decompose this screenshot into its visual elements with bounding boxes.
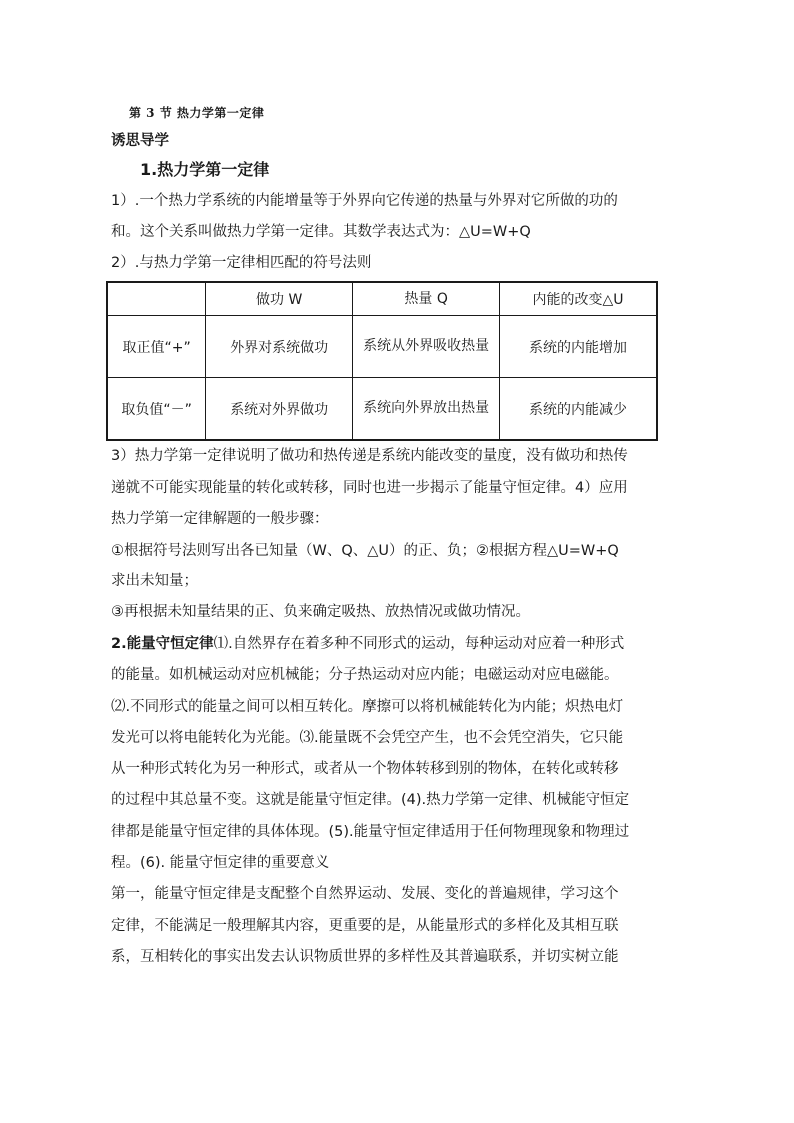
table-cell: 系统的内能减少	[500, 378, 657, 441]
paragraph-line: 求出未知量；	[111, 573, 198, 589]
paragraph-line: 程。(6). 能量守恒定律的重要意义	[111, 855, 330, 871]
sign-convention-table	[106, 281, 658, 441]
table-header-cell: 内能的改变△U	[500, 282, 657, 316]
paragraph-line: 第一，能量守恒定律是支配整个自然界运动、发展、变化的普遍规律，学习这个	[111, 886, 619, 902]
table-header-cell: 做功 W	[206, 282, 353, 316]
paragraph-line: 热力学第一定律解题的一般步骤：	[111, 511, 329, 527]
table-cell: 取正值“+”	[107, 316, 206, 378]
table-header-row	[107, 282, 657, 316]
paragraph-line: 1）.一个热力学系统的内能增量等于外界向它传递的热量与外界对它所做的功的	[111, 193, 618, 209]
paragraph-line: ③再根据未知量结果的正、负来确定吸热、放热情况或做功情况。	[111, 604, 530, 620]
paragraph-line: 递就不可能实现能量的转化或转移，同时也进一步揭示了能量守恒定律。4）应用	[111, 480, 628, 496]
sub-heading-first-law: 1.热力学第一定律	[140, 160, 270, 179]
table-row	[107, 316, 657, 378]
paragraph-line: 系，互相转化的事实出发去认识物质世界的多样性及其普遍联系，并切实树立能	[111, 949, 619, 965]
paragraph-line: 3）热力学第一定律说明了做功和热传递是系统内能改变的量度，没有做功和热传	[111, 448, 628, 464]
table-row	[107, 378, 657, 441]
paragraph-line: 定律，不能满足一般理解其内容，更重要的是，从能量形式的多样化及其相互联	[111, 918, 619, 934]
table-header-cell: 热量 Q	[353, 282, 500, 316]
sub-heading-energy-conservation: 2.能量守恒定律	[111, 636, 214, 652]
paragraph-line: ①根据符号法则写出各已知量（W、Q、△U）的正、负；②根据方程△U=W+Q	[111, 543, 619, 559]
table-cell: 取负值“－”	[107, 378, 206, 441]
paragraph-line: ⑵.不同形式的能量之间可以相互转化。摩擦可以将机械能转化为内能；炽热电灯	[111, 699, 624, 715]
paragraph-line: 的过程中其总量不变。这就是能量守恒定律。(4).热力学第一定律、机械能守恒定	[111, 792, 630, 808]
paragraph-line: 和。这个关系叫做热力学第一定律。其数学表达式为：△U=W+Q	[111, 224, 531, 240]
paragraph-text: ⑴.自然界存在着多种不同形式的运动，每种运动对应着一种形式	[213, 636, 625, 652]
guide-title: 诱思导学	[111, 132, 169, 149]
paragraph-line: 从一种形式转化为另一种形式，或者从一个物体转移到别的物体，在转化或转移	[111, 761, 619, 777]
paragraph-line-energy	[111, 634, 624, 654]
paragraph-line: 发光可以将电能转化为光能。⑶.能量既不会凭空产生，也不会凭空消失，它只能	[111, 730, 624, 746]
table-cell: 系统的内能增加	[500, 316, 657, 378]
paragraph-line: 2）.与热力学第一定律相匹配的符号法则	[111, 255, 372, 271]
table-cell: 系统对外界做功	[206, 378, 353, 441]
paragraph-line: 律都是能量守恒定律的具体体现。(5).能量守恒定律适用于任何物理现象和物理过	[111, 824, 630, 840]
table-cell: 系统从外界吸收热量	[353, 316, 500, 378]
paragraph-line: 的能量。如机械运动对应机械能；分子热运动对应内能；电磁运动对应电磁能。	[111, 667, 619, 683]
table-cell: 外界对系统做功	[206, 316, 353, 378]
section-title: 第 3 节 热力学第一定律	[129, 106, 265, 120]
table-cell: 系统向外界放出热量	[353, 378, 500, 441]
table-header-cell	[107, 282, 206, 316]
